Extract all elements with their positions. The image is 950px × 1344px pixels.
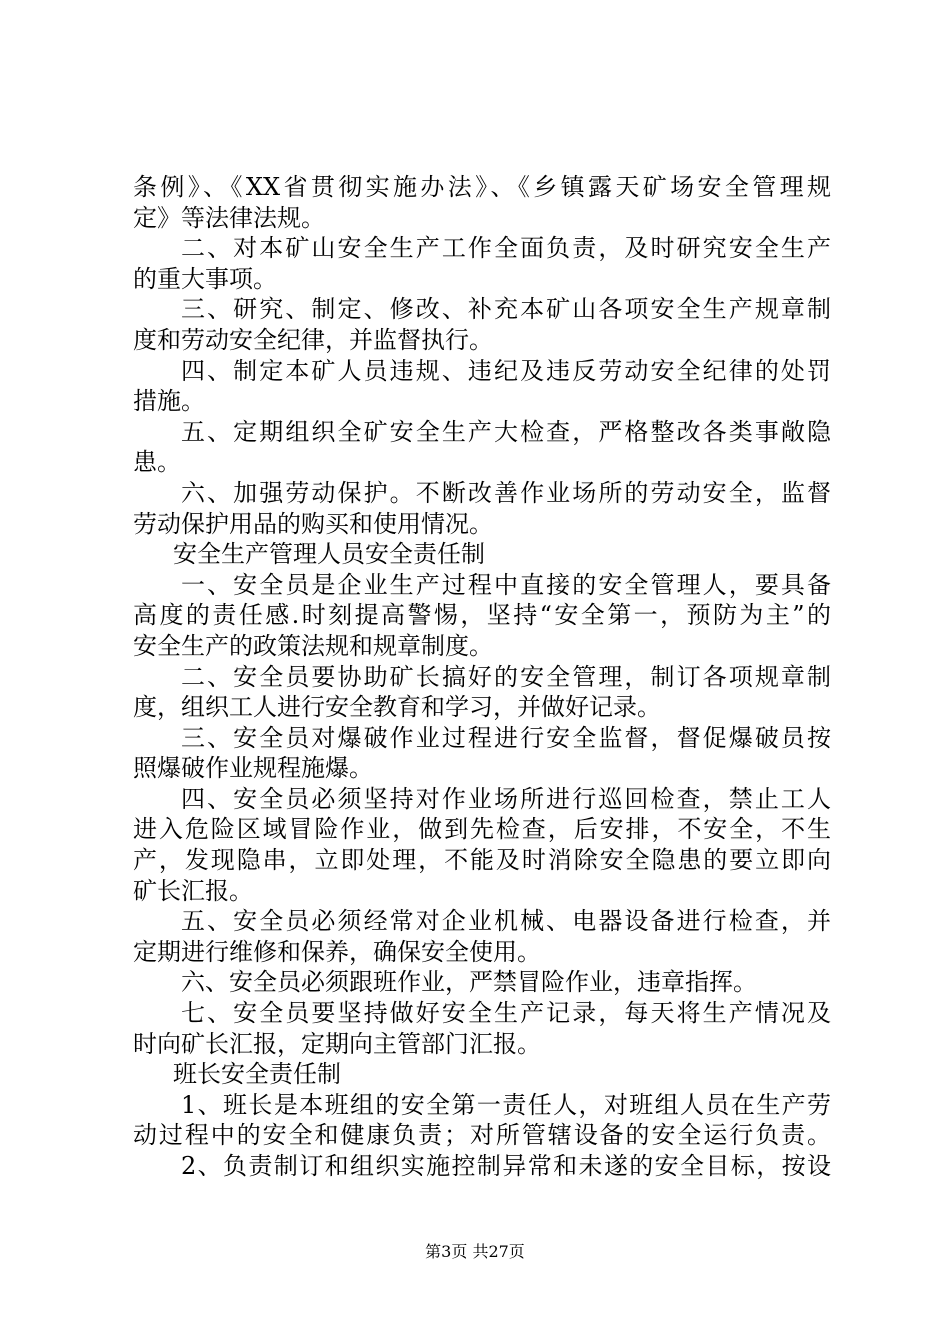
text-line: 度和劳动安全纪律，并监督执行。 [133, 325, 493, 354]
text-line: 四、制定本矿人员违规、违纪及违反劳动安全纪律的处罚 [181, 356, 831, 385]
text-line: 的重大事项。 [133, 264, 277, 293]
text-line: 定》等法律法规。 [133, 203, 325, 232]
text-line: 五、安全员必须经常对企业机械、电器设备进行检查，并 [181, 907, 831, 936]
text-line: 定期进行维修和保养，确保安全使用。 [133, 937, 541, 966]
text-line: 七、安全员要坚持做好安全生产记录，每天将生产情况及 [181, 999, 831, 1028]
text-line: 二、安全员要协助矿长搞好的安全管理，制订各项规章制 [181, 662, 831, 691]
text-line: 2、负责制订和组织实施控制异常和未遂的安全目标，按设 [181, 1152, 831, 1180]
text-line: 三、研究、制定、修改、补充本矿山各项安全生产规章制 [181, 295, 831, 324]
text-line: 四、安全员必须坚持对作业场所进行巡回检查，禁止工人 [181, 784, 831, 813]
text-line: 高度的责任感.时刻提高警惕，坚持“安全第一，预防为主”的 [133, 601, 831, 630]
text-line: 进入危险区域冒险作业，做到先检查，后安排，不安全，不生 [133, 815, 831, 844]
text-line: 动过程中的安全和健康负责；对所管辖设备的安全运行负责。 [133, 1121, 831, 1150]
text-line: 五、定期组织全矿安全生产大检查，严格整改各类事敞隐 [181, 417, 831, 446]
text-line: 患。 [133, 448, 181, 477]
text-line: 照爆破作业规程施爆。 [133, 754, 373, 783]
text-line: 1、班长是本班组的安全第一责任人，对班组人员在生产劳 [181, 1090, 831, 1119]
text-line: 六、加强劳动保护。不断改善作业场所的劳动安全，监督 [181, 478, 831, 507]
page-number-footer: 第3页 共27页 [425, 1242, 525, 1261]
text-line: 矿长汇报。 [133, 876, 253, 905]
text-line: 度，组织工人进行安全教育和学习，并做好记录。 [133, 693, 661, 722]
document-body [133, 172, 831, 1182]
section-heading: 安全生产管理人员安全责任制 [173, 540, 485, 569]
text-line: 六、安全员必须跟班作业，严禁冒险作业，违章指挥。 [181, 968, 757, 997]
section-heading: 班长安全责任制 [173, 1060, 341, 1089]
text-line: 产，发现隐串，立即处理，不能及时消除安全隐患的要立即向 [133, 846, 831, 875]
text-line: 一、安全员是企业生产过程中直接的安全管理人，要具备 [181, 570, 831, 599]
text-line: 三、安全员对爆破作业过程进行安全监督，督促爆破员按 [181, 723, 831, 752]
text-line: 措施。 [133, 387, 205, 416]
text-line: 安全生产的政策法规和规章制度。 [133, 631, 493, 660]
text-line: 时向矿长汇报，定期向主管部门汇报。 [133, 1029, 541, 1058]
text-line: 条例》、《XX省贯彻实施办法》、《乡镇露天矿场安全管理规 [133, 173, 831, 201]
text-line: 劳动保护用品的购买和使用情况。 [133, 509, 493, 538]
text-line: 二、对本矿山安全生产工作全面负责，及时研究安全生产 [181, 234, 831, 263]
